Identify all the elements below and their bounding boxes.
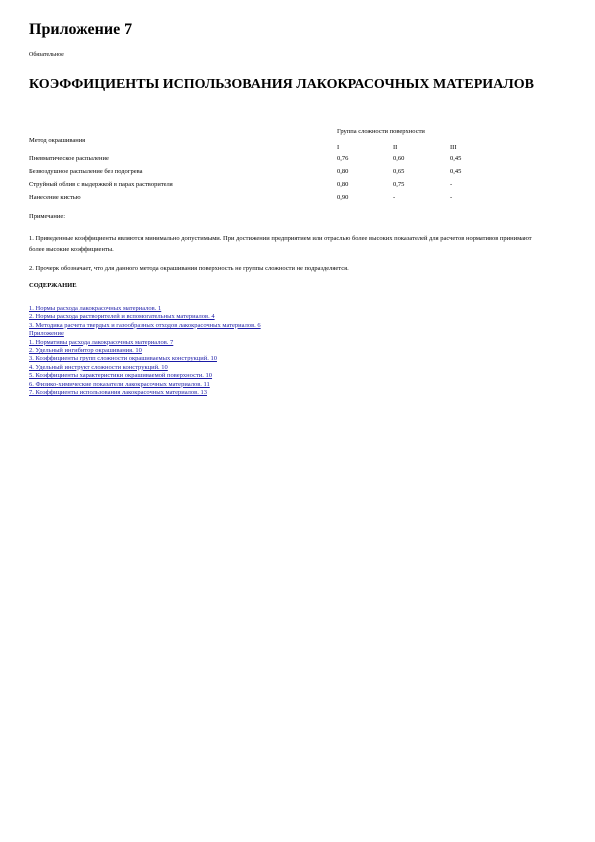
page-title: КОЭФФИЦИЕНТЫ ИСПОЛЬЗОВАНИЯ ЛАКОКРАСОЧНЫХ МАТЕРИАЛОВ	[29, 77, 534, 92]
table-row	[29, 181, 509, 191]
toc-link[interactable]: 2. Нормы расхода растворителей и вспомогательных материалов. 4	[29, 313, 215, 321]
value-cell: 0,75	[393, 181, 405, 188]
mandatory-label: Обязательное	[29, 52, 64, 58]
toc-title: СОДЕРЖАНИЕ	[29, 282, 77, 289]
table-row	[29, 155, 509, 165]
note-title: Примечание:	[29, 213, 66, 220]
toc-link[interactable]: 7. Коэффициенты использования лакокрасочных материалов. 13	[29, 389, 207, 397]
toc-link[interactable]: 6. Физико-химические показатели лакокрасочных материалов. 11	[29, 380, 210, 388]
table-row	[29, 168, 509, 178]
value-cell: -	[450, 194, 453, 201]
table-row	[29, 194, 509, 204]
value-cell: -	[450, 181, 453, 188]
toc-link[interactable]: 3. Коэффициенты групп сложности окрашиваемых конструкций. 10	[29, 355, 217, 363]
method-cell: Пневматическое распыление	[29, 155, 109, 162]
value-cell: 0,90	[337, 194, 349, 201]
group-label: I	[337, 144, 340, 151]
toc-link[interactable]: 5. Коэффициенты характеристики окрашиваемой поверхности. 10	[29, 372, 213, 380]
method-cell: Безвоздушное распыление без подогрева	[29, 168, 143, 175]
toc-link[interactable]: 1. Нормы расхода лакокрасочных материалов. 1	[29, 305, 162, 312]
method-cell: Струйный облив с выдержкой в парах растворителя	[29, 181, 173, 188]
value-cell: -	[393, 194, 396, 201]
appendix-title: Приложение 7	[29, 21, 133, 38]
toc-link[interactable]: Приложение	[29, 330, 64, 338]
toc-link[interactable]: 2. Удельный ингибитор окрашивания. 10	[29, 347, 142, 355]
value-cell: 0,60	[393, 155, 405, 162]
toc-link[interactable]: 1. Нормативы расхода лакокрасочных материалов. 7	[29, 338, 174, 346]
value-cell: 0,45	[450, 168, 462, 175]
value-cell: 0,45	[450, 155, 462, 162]
method-cell: Нанесение кистью	[29, 194, 81, 201]
value-cell: 0,80	[337, 181, 349, 188]
table-of-contents	[29, 305, 261, 397]
value-cell: 0,76	[337, 155, 349, 162]
group-header: Группа сложности поверхности	[337, 128, 425, 135]
value-cell: 0,80	[337, 168, 349, 175]
method-header: Метод окрашивания	[29, 137, 86, 144]
toc-link[interactable]: 4. Удельный инструкт сложности конструкций. 10	[29, 363, 168, 371]
table-header-row	[29, 144, 509, 154]
group-label: III	[450, 144, 457, 151]
value-cell: 0,65	[393, 168, 405, 175]
note-paragraph: 1. Приведенные коэффициенты являются минимально допустимыми. При достижении предприятием или отраслью более высоких показателей для расчетов нормативов принимают более высокие коэффициенты.	[29, 235, 532, 253]
toc-link[interactable]: 3. Методика расчета твердых и газообразных отходов лакокрасочных материалов. 6	[29, 321, 261, 329]
group-label: II	[393, 144, 398, 151]
note-paragraph: 2. Прочерк обозначает, что для данного метода окрашивания поверхность не группы сложности не подразделяется.	[29, 265, 349, 272]
